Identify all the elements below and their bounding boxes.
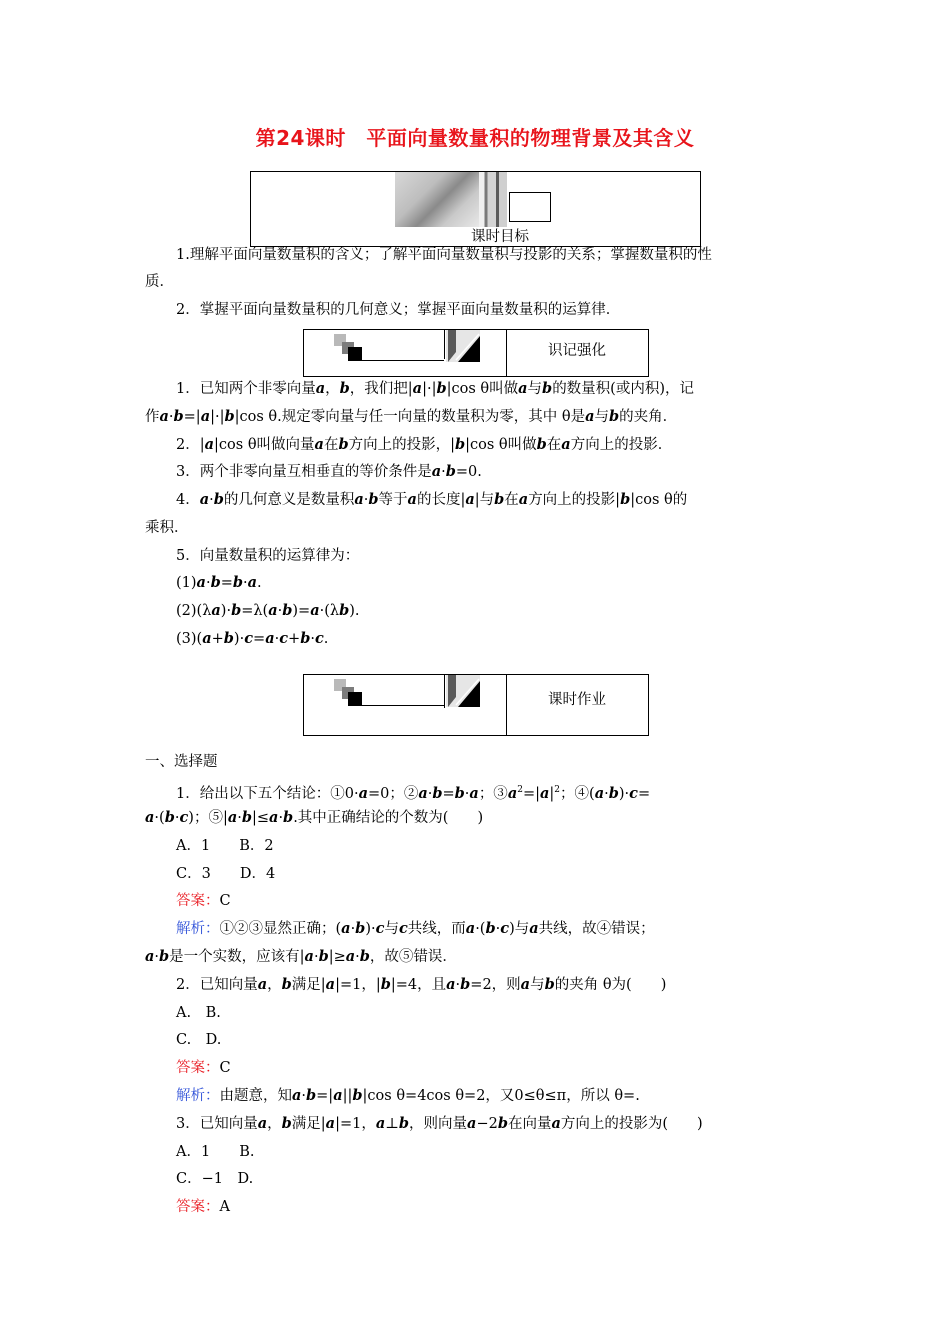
goal-line-2: 质． xyxy=(145,274,174,290)
concept-line-6: 乘积． xyxy=(145,520,189,536)
law-1: (1)a·b=b·a. xyxy=(176,574,262,591)
q3-answer: 答案：A xyxy=(176,1199,230,1215)
law-2: (2)(λa)·b=λ(a·b)=a·(λb). xyxy=(176,602,360,619)
q1-analysis-2: a·b是一个实数，应该有|a·b|≥a·b，故⑤错误． xyxy=(145,948,457,965)
objectives-label: 课时目标 xyxy=(471,229,529,245)
questions-header: 一、选择题 xyxy=(145,754,218,770)
q1-analysis-1: 解析：①②③显然正确；(a·b)·c与c共线，而a·(b·c)与a共线，故④错误； xyxy=(176,920,655,937)
slash-graphic-icon xyxy=(446,330,480,362)
homework-section-label: 课时作业 xyxy=(548,692,606,708)
goal-line-1: 1.理解平面向量数量积的含义；了解平面向量数量积与投影的关系；掌握数量积的性 xyxy=(176,247,712,263)
banner-inner-frame xyxy=(509,192,551,222)
square-dark-icon xyxy=(348,692,362,706)
homework-section-banner xyxy=(303,674,649,736)
concept-line-5: 4．a·b的几何意义是数量积a·b等于a的长度|a|与b在a方向上的投影|b|cos θ的 xyxy=(176,491,688,508)
q2-stem: 2．已知向量a，b满足|a|=1，|b|=4，且a·b=2，则a与b的夹角 θ为( ) xyxy=(176,976,667,993)
concept-line-2: 作a·b=|a|·|b|cos θ.规定零向量与任一向量的数量积为零，其中 θ是a与b的夹角． xyxy=(145,408,678,425)
goal-line-3: 2．掌握平面向量数量积的几何意义；掌握平面向量数量积的运算律． xyxy=(176,302,621,318)
banner-bars-graphic xyxy=(479,172,507,227)
q3-options-2: C．−1 D. xyxy=(176,1171,254,1187)
q2-options-2: C. D. xyxy=(176,1032,222,1048)
memory-section-label: 识记强化 xyxy=(548,343,606,359)
law-3: (3)(a+b)·c=a·c+b·c. xyxy=(176,630,329,647)
memory-section-banner xyxy=(303,329,649,377)
q2-analysis: 解析：由题意，知a·b=|a||b|cos θ=4cos θ=2，又0≤θ≤π，所以 θ=. xyxy=(176,1087,640,1104)
square-dark-icon xyxy=(348,347,362,361)
concept-line-1: 1．已知两个非零向量a，b，我们把|a|·|b|cos θ叫做a与b的数量积(或内积)，记 xyxy=(176,380,695,397)
q1-answer: 答案：C xyxy=(176,893,231,909)
q1-options-2: C．3 D．4 xyxy=(176,866,276,882)
page-title: 第24课时 平面向量数量积的物理背景及其含义 xyxy=(255,126,695,150)
concept-line-3: 2．|a|cos θ叫做向量a在b方向上的投影，|b|cos θ叫做b在a方向上的投影． xyxy=(176,436,673,453)
q1-stem-2: a·(b·c)；⑤|a·b|≤a·b.其中正确结论的个数为( ) xyxy=(145,809,484,826)
q2-answer: 答案：C xyxy=(176,1060,231,1076)
concept-line-4: 3．两个非零向量互相垂直的等价条件是a·b=0. xyxy=(176,463,482,480)
concept-line-7: 5．向量数量积的运算律为： xyxy=(176,548,360,564)
slash-graphic-icon xyxy=(446,675,480,707)
q1-stem-1: 1．给出以下五个结论：①0·a=0；②a·b=b·a；$③a^2=|a|^2$；④(a·b)·c= xyxy=(176,784,651,802)
q1-options-1: A．1 B．2 xyxy=(176,838,274,854)
q3-options-1: A．1 B. xyxy=(176,1144,255,1160)
banner-gradient-graphic xyxy=(395,172,485,227)
q2-options-1: A. B. xyxy=(176,1005,221,1021)
objectives-banner xyxy=(250,171,701,247)
q3-stem: 3．已知向量a，b满足|a|=1，a⊥b，则向量a−2b在向量a方向上的投影为( ) xyxy=(176,1115,703,1132)
